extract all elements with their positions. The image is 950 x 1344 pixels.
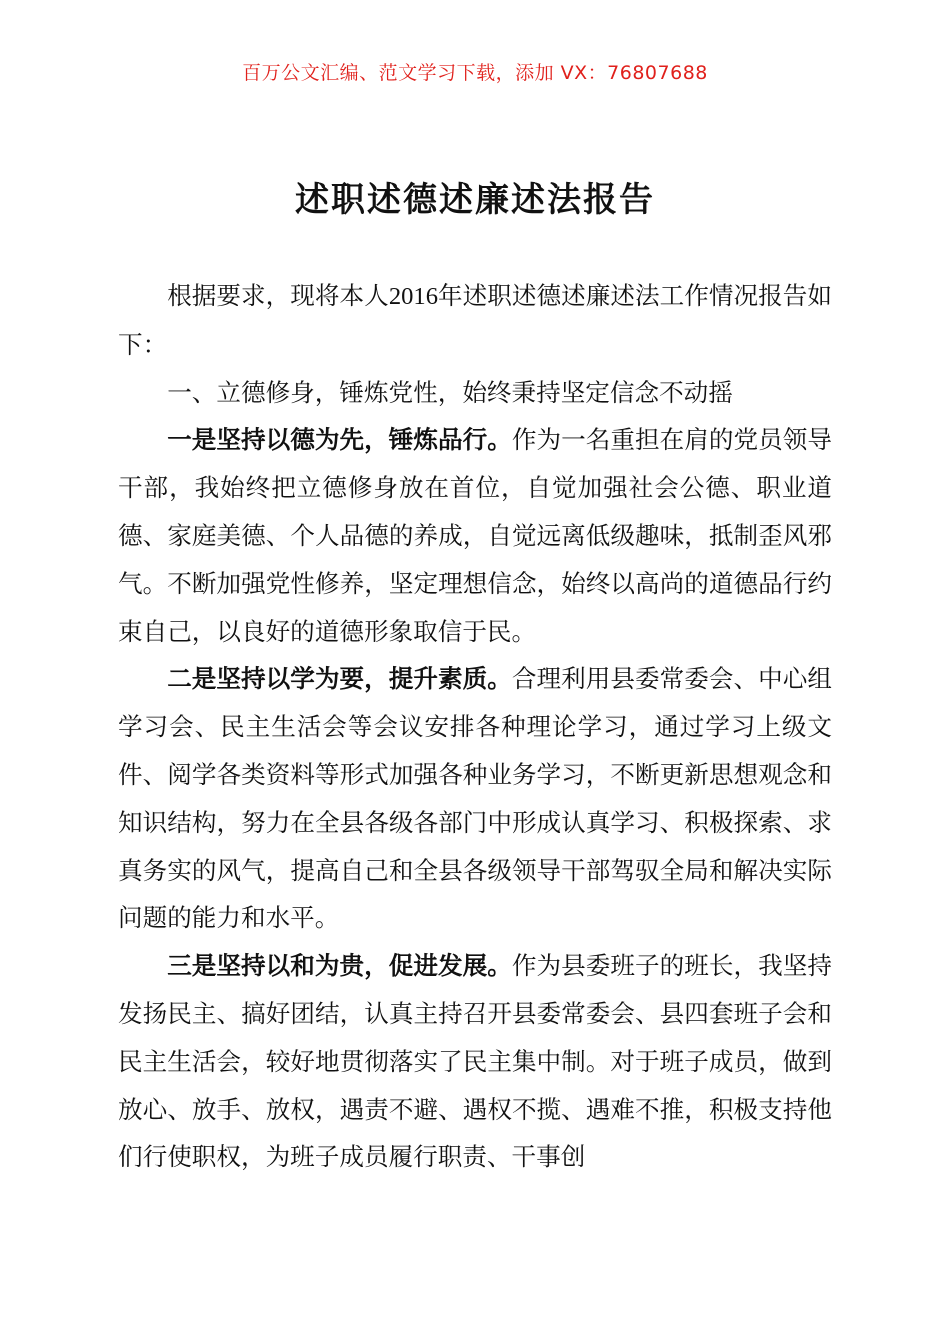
paragraph-one-lead: 一是坚持以德为先，锤炼品行。 <box>167 425 512 455</box>
intro-text-start: 根据要求，现将本人 <box>167 281 389 310</box>
document-body <box>118 272 832 1181</box>
report-year: 2016 <box>388 283 438 310</box>
section-heading: 一、立德修身，锤炼党性，始终秉持坚定信念不动摇 <box>167 377 733 407</box>
paragraph-one <box>118 416 832 655</box>
paragraph-three-text: 作为县委班子的班长，我坚持发扬民主、搞好团结，认真主持召开县委常委会、县四套班子会和民主生活会，较好地贯彻落实了民主集中制。对于班子成员，做到放心、放手、放权，遇责不避、遇权不揽、遇难不推，积极支持他们行使职权，为班子成员履行职责、干事创 <box>118 951 832 1172</box>
page-title: 述职述德述廉述法报告 <box>295 180 655 220</box>
paragraph-one-text: 作为一名重担在肩的党员领导干部，我始终把立德修身放在首位，自觉加强社会公德、职业道德、家庭美德、个人品德的养成，自觉远离低级趣味，抵制歪风邪气。不断加强党性修养，坚定理想信念，始终以高尚的道德品行约束自己，以良好的道德形象取信于民。 <box>118 425 832 646</box>
paragraph-two-lead: 二是坚持以学为要，提升素质。 <box>167 664 512 694</box>
header-note: 百万公文汇编、范文学习下载，添加 VX：76807688 <box>242 62 708 84</box>
paragraph-three <box>118 942 832 1181</box>
intro-paragraph <box>118 272 832 369</box>
paragraph-three-lead: 三是坚持以和为贵，促进发展。 <box>167 951 512 981</box>
paragraph-two-text: 合理利用县委常委会、中心组学习会、民主生活会等会议安排各种理论学习，通过学习上级文件、阅学各类资料等形式加强各种业务学习，不断更新思想观念和知识结构，努力在全县各级各部门中形成认真学习、积极探索、求真务实的风气，提高自己和全县各级领导干部驾驭全局和解决实际问题的能力和水平。 <box>118 664 832 933</box>
paragraph-two <box>118 655 832 942</box>
intro-text-end: 年述职述德述廉述法工作情况报告如下： <box>118 281 832 359</box>
